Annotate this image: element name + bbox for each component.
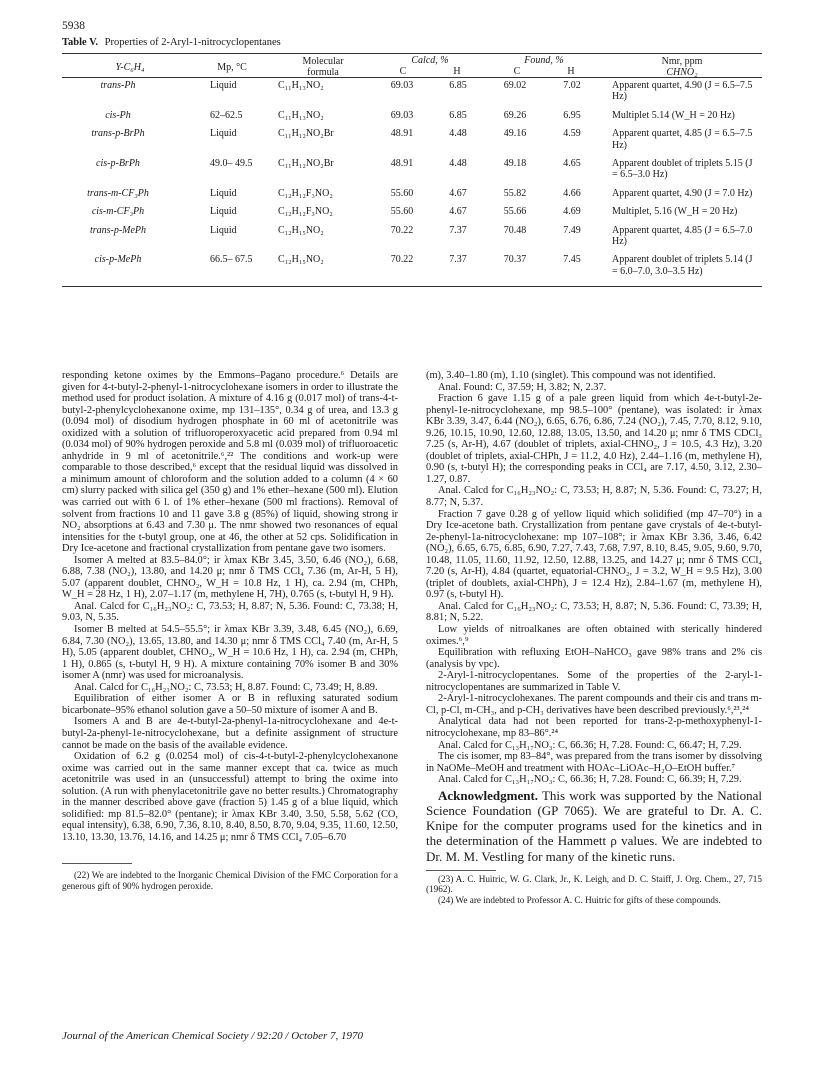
paragraph: Isomer B melted at 54.5–55.5°; ir λmax KBr 3.39, 3.48, 6.45 (NO₂), 6.69, 6.84, 7.30 (NO₂), 13.65, 13.80, and 14.30 μ; nmr δ TMS CCl₄ 7.40 (m, Ar-H, 5 H), 5.05 (apparent doublet, CHNO₂, W_H = 10.6 Hz, 1 H), ca. 2.94 (m, CHPh, 1 H), 0.865 (s, t-butyl H, 9 H). A mixture containing 70% isomer B and 30% isomer A (nmr) was used for microanalysis. [62, 624, 398, 682]
header-found: Found, % [524, 55, 564, 66]
cell-calcd-c: 48.91 [390, 128, 414, 140]
cell-mp: Liquid [210, 187, 237, 199]
cell-found-h: 4.69 [563, 206, 581, 218]
paragraph: Isomer A melted at 83.5–84.0°; ir λmax KBr 3.45, 3.50, 6.46 (NO₂), 6.68, 6.88, 7.38 (NO₂), 13.80, and 14.20 μ; nmr δ TMS CCl₄ 7.36 (m, Ar-H, 5 H), 5.07 (apparent doublet, CHNO₂, W_H = 10.8 Hz, 1 H), ca. 2.94 (m, CHPh, W_H = 28 Hz, 1 H), 2.07–1.17 (m, methylene H, 7H), 0.765 (s, t-butyl H, 9 H). [62, 554, 398, 601]
table-top-rule [62, 53, 762, 54]
table-row [62, 158, 762, 188]
cell-nmr: Apparent quartet, 4.90 (J = 7.0 Hz) [612, 187, 753, 199]
cell-nmr: Multiplet, 5.16 (W_H = 20 Hz) [612, 206, 738, 218]
right-column [426, 370, 762, 905]
cell-formula: C₁₂H₁₂F₃NO₂ [278, 187, 333, 199]
cell-found-h: 7.49 [563, 224, 581, 236]
header-formula: Molecular formula [302, 56, 344, 78]
paragraph: Low yields of nitroalkanes are often obtained with sterically hindered oximes.⁶,⁹ [426, 624, 762, 647]
cell-mp: 49.0– 49.5 [210, 158, 253, 170]
header-found-c: C [513, 66, 521, 77]
table-row [62, 188, 762, 206]
table-row [62, 254, 762, 284]
paragraph: Equilibration with refluxing EtOH–NaHCO₃ gave 98% trans and 2% cis (analysis by vpc). [426, 647, 762, 670]
cell-calcd-c: 70.22 [390, 224, 414, 236]
cell-formula: C₁₁H₁₃NO₂ [278, 109, 324, 121]
cell-mp: Liquid [210, 80, 237, 91]
cell-found-c: 69.02 [503, 80, 527, 91]
cell-calcd-c: 55.60 [390, 206, 414, 218]
cell-formula: C₁₁H₁₃NO₂ [278, 80, 324, 91]
cell-mp: 62–62.5 [210, 109, 243, 121]
header-mp: Mp, °C [217, 62, 247, 73]
cell-found-h: 4.65 [563, 158, 581, 170]
cell-calcd-h: 7.37 [449, 254, 467, 266]
cell-formula: C₁₁H₁₂NO₂Br [278, 128, 334, 140]
table-label: Table V. [62, 37, 98, 48]
paragraph: Anal. Calcd for C₁₆H₂₃NO₂: C, 73.53; H, 8.87. Found: C, 73.49; H, 8.89. [74, 681, 378, 693]
cell-found-h: 7.02 [563, 80, 581, 91]
acknowledgment: Acknowledgment. This work was supported by the National Science Foundation (GP 7065). We are grateful to Dr. A. C. Knipe for the computer programs used for the kinetics and in the determination of the Hammett ρ values. We are indebted to Dr. M. M. Vestling for many of the kinetic runs. [426, 787, 763, 864]
cell-formula: C₁₂H₁₅NO₂ [278, 254, 324, 266]
cell-compound: cis-Ph [105, 109, 131, 121]
header-calcd: Calcd, % [411, 55, 449, 66]
paragraph: Anal. Found: C, 37.59; H, 3.82; N, 2.37. [438, 381, 607, 393]
table-title [62, 37, 281, 48]
cell-calcd-h: 6.85 [449, 80, 467, 91]
table-row [62, 128, 762, 158]
cell-compound: trans-p-BrPh [91, 128, 145, 140]
paragraph: Analytical data had not been reported for trans-2-p-methoxyphenyl-1-nitrocyclohexane, mp 83–86°.²⁴ [426, 716, 762, 739]
table-header-rule [62, 77, 762, 78]
footnote: (23) A. C. Huitric, W. G. Clark, Jr., K. Leigh, and D. C. Staiff, J. Org. Chem., 27, 715 (1962). [426, 873, 762, 895]
header-found-h: H [567, 66, 575, 77]
cell-found-c: 55.66 [503, 206, 527, 218]
cell-nmr: Multiplet 5.14 (W_H = 20 Hz) [612, 109, 735, 121]
paragraph: responding ketone oximes by the Emmons–Pagano procedure.⁶ Details are given for 4-t-butyl-2-phenyl-1-nitrocyclohexane isomers in order to illustrate the method used for product isolation. A mixture of 4.16 g (0.017 mol) of trans-4-t-butyl-2-phenylcyclohexanone oxime, mp 131–135°, 0.34 g of urea, and 13.3 g (0.094 mol) of disodium hydrogen phosphate in 60 ml of acetonitrile was oxidized with a solution of trifluoroperoxyacetic acid prepared from 0.94 ml (0.034 mol) of 90% hydrogen peroxide and 5.8 ml (0.039 mol) of trifluoroacetic anhydride in 9 ml of acetonitrile.⁶,²² The conditions and work-up were comparable to those described,⁶ except that the residual liquid was dissolved in a minimum amount of chloroform and the solution added to a column (4 × 60 cm) slurry packed with silica gel (350 g) and 1% ether–hexane (500 ml). Elution was carried out with 6 l. of 1% ether–hexane (500 ml fractions). Removal of solvent from fractions 10 and 11 gave 3.8 g (85%) of liquid, showing strong ir NO₂ absorptions at 6.43 and 7.30 μ. The nmr showed two resonances of equal intensities for the t-butyl group, one at 46, the other at 52 cps. Solidification in Dry Ice-acetone and fractional crystallization from pentane gave two isomers. [62, 370, 398, 555]
cell-found-c: 49.16 [503, 128, 527, 140]
cell-found-h: 7.45 [563, 254, 581, 266]
cell-calcd-c: 55.60 [390, 187, 414, 199]
cell-calcd-h: 4.67 [449, 187, 467, 199]
table-row [62, 80, 762, 110]
footnote-rule [62, 863, 132, 864]
table-caption: Properties of 2-Aryl-1-nitrocyclopentanes [104, 37, 281, 48]
table-row [62, 206, 762, 224]
cell-calcd-h: 4.48 [449, 158, 467, 170]
table-row [62, 225, 762, 255]
cell-mp: Liquid [210, 224, 237, 236]
cell-nmr: Apparent doublet of triplets 5.14 (J = 6.0–7.0, 3.0–3.5 Hz) [612, 254, 753, 277]
cell-mp: 66.5– 67.5 [210, 254, 253, 266]
cell-formula: C₁₁H₁₂NO₂Br [278, 158, 334, 170]
paragraph: Equilibration of either isomer A or B in refluxing saturated sodium bicarbonate–95% ethanol solution gave a 50–50 mixture of isomer A and B. [62, 693, 398, 716]
paragraph: Anal. Calcd for C₁₆H₂₃NO₂: C, 73.53; H, 8.87; N, 5.36. Found: C, 73.39; H, 8.81; N, 5.22. [426, 600, 762, 624]
header-calcd-h: H [453, 66, 461, 77]
cell-compound: trans-p-MePh [89, 224, 147, 236]
paragraph: Isomers A and B are 4e-t-butyl-2a-phenyl-1a-nitrocyclohexane and 4e-t-butyl-2a-phenyl-1e-nitrocyclohexane, but a definite assignment of structure cannot be made on the basis of the available evidence. [62, 716, 398, 751]
paragraph: The cis isomer, mp 83–84°, was prepared from the trans isomer by dissolving in NaOMe–MeOH and treatment with HOAc–LiOAc–H₂O–EtOH buffer.⁷ [426, 751, 762, 774]
header-calcd-c: C [399, 66, 407, 77]
cell-found-c: 49.18 [503, 158, 527, 170]
cell-found-h: 4.66 [563, 187, 581, 199]
table-bottom-rule [62, 286, 762, 287]
paragraph: Anal. Calcd for C₁₆H₂₃NO₂: C, 73.53; H, 8.87; N, 5.36. Found: C, 73.27; H, 8.77; N, 5.37. [426, 485, 762, 509]
footnote-22: (22) We are indebted to the Inorganic Chemical Division of the FMC Corporation for a generous gift of 90% hydrogen peroxide. [62, 870, 398, 892]
paragraph: (m), 3.40–1.80 (m), 1.10 (singlet). This compound was not identified. [426, 370, 716, 381]
paragraph: Anal. Calcd for C₁₆H₂₃NO₂: C, 73.53; H, 8.87; N, 5.36. Found: C, 73.38; H, 9.03, N, 5.35. [62, 600, 398, 624]
paragraph: 2-Aryl-1-nitrocyclohexanes. The parent compounds and their cis and trans m-Cl, p-Cl, m-CH₃, and p-CH₃ derivatives have been described previously.⁶,²³,²⁴ [426, 693, 762, 716]
cell-nmr: Apparent quartet, 4.85 (J = 6.5–7.0 Hz) [612, 224, 753, 248]
cell-nmr: Apparent doublet of triplets 5.15 (J = 6.5–3.0 Hz) [612, 158, 753, 181]
header-y: Y-C₆H₄ [115, 62, 145, 73]
cell-calcd-h: 4.48 [449, 128, 467, 140]
footnote: (24) We are indebted to Professor A. C. Huitric for gifts of these compounds. [438, 894, 721, 905]
cell-formula: C₁₂H₁₅NO₂ [278, 224, 324, 236]
paragraph: Oxidation of 6.2 g (0.0254 mol) of cis-4-t-butyl-2-phenylcyclohexanone oxime was carried out in the same manner except that ca. twice as much acetonitrile was used in an (unsuccessful) attempt to bring the oxime into solution. (A run with phenylacetonitrile gave no better results.) Chromatography in the manner described above gave (fraction 5) 1.45 g of a blue liquid, which solidified: mp 81.5–82.0° (pentane); ir λmax KBr 3.40, 3.50, 5.58, 5.62 (CO, equal intensity), 6.38, 6.90, 7.36, 8.10, 8.40, 8.50, 8.70, 9.04, 9.35, 11.60, 12.50, 13.10, 13.30, 13.76, 14.16, and 14.25 μ; nmr δ TMS CCl₄ 7.05–6.70 [62, 751, 398, 843]
cell-mp: Liquid [210, 128, 237, 140]
paragraph: Anal. Calcd for C₁₃H₁₇NO₃: C, 66.36; H, 7.28. Found: C, 66.39; H, 7.29. [438, 774, 742, 786]
cell-calcd-h: 4.67 [449, 206, 467, 218]
cell-nmr: Apparent quartet, 4.85 (J = 6.5–7.5 Hz) [612, 128, 753, 151]
cell-calcd-c: 70.22 [390, 254, 414, 266]
cell-found-c: 55.82 [503, 187, 527, 199]
cell-found-h: 6.95 [563, 109, 581, 121]
cell-calcd-h: 6.85 [449, 109, 467, 121]
cell-calcd-c: 48.91 [390, 158, 414, 170]
paragraph: Fraction 6 gave 1.15 g of a pale green liquid from which 4e-t-butyl-2e-phenyl-1e-nitrocyclohexane, mp 98.5–100° (pentane), was isolated: ir λmax KBr 3.39, 3.47, 6.44 (NO₂), 6.65, 6.76, 6.86, 7.24 (NO₂), 7.45, 7.70, 8.12, 9.10, 9.26, 10.15, 10.90, 12.60, 12.88, 13.05, 13.50, and 14.20 μ; nmr δ TMS CDCl₃ 7.25 (s, Ar-H), 4.67 (doublet of triplets, axial-CHNO₂, J = 10.5, 4.3 Hz), 3.20 (doublet of triplets, axial-CHPh, J = 11.2, 4.0 Hz), 2.44–1.16 (m, methylene H), 0.90 (s, t-butyl H); the corresponding peaks in CCl₄ are 7.17, 4.50, 3.12, 2.30–1.27, 0.87. [426, 393, 762, 485]
footnote-rule-right [426, 870, 496, 871]
journal-footer: Journal of the American Chemical Society / 92:20 / October 7, 1970 [62, 1030, 364, 1042]
cell-calcd-c: 69.03 [390, 109, 414, 121]
cell-calcd-c: 69.03 [390, 80, 414, 91]
cell-calcd-h: 7.37 [449, 224, 467, 236]
cell-compound: cis-p-BrPh [96, 158, 140, 170]
paragraph: 2-Aryl-1-nitrocyclopentanes. Some of the properties of the 2-aryl-1-nitrocyclopentanes are summarized in Table V. [426, 670, 762, 693]
cell-found-c: 70.37 [503, 254, 527, 266]
cell-mp: Liquid [210, 206, 237, 218]
cell-compound: trans-Ph [100, 80, 136, 91]
properties-table [62, 80, 762, 284]
cell-found-h: 4.59 [563, 128, 581, 140]
cell-compound: trans-m-CF₃Ph [87, 187, 149, 199]
cell-found-c: 69.26 [503, 109, 527, 121]
left-column [62, 370, 398, 892]
page-number: 5938 [62, 20, 85, 32]
paragraph: Fraction 7 gave 0.28 g of yellow liquid which solidified (mp 47–70°) in a Dry Ice-acetone bath. Crystallization from pentane gave crystals of 4e-t-butyl-2e-phenyl-1a-nitrocyclohexane: mp 107–108°; ir λmax KBr 3.36, 3.46, 6.42 (NO₂), 6.65, 6.75, 6.85, 6.90, 7.27, 7.43, 7.68, 7.97, 8.10, 8.45, 9.05, 9.60, 9.70, 10.48, 11.05, 11.60, 11.92, 12.50, 12.88, 13.25, and 14.27 μ; nmr δ TMS CCl₄ 7.20 (s, Ar-H), 4.84 (quartet, equatorial-CHNO₂, J = 3.2, W_H = 9.5 Hz), 3.00 (triplet of doublets, axial-CHPh), J = 12.4 Hz), 2.84–1.67 (m, methylene H), 0.97 (s, t-butyl H). [426, 508, 762, 601]
cell-nmr: Apparent quartet, 4.90 (J = 6.5–7.5 Hz) [612, 80, 753, 103]
header-nmr: Nmr, ppm CHNO₂ [661, 56, 703, 78]
paragraph: Anal. Calcd for C₁₃H₁₇NO₃: C, 66.36; H, 7.28. Found: C, 66.47; H, 7.29. [438, 739, 742, 751]
cell-compound: cis-m-CF₃Ph [91, 206, 145, 218]
cell-formula: C₁₂H₁₂F₃NO₂ [278, 206, 333, 218]
cell-compound: cis-p-MePh [94, 254, 142, 266]
cell-found-c: 70.48 [503, 224, 527, 236]
table-row [62, 110, 762, 128]
